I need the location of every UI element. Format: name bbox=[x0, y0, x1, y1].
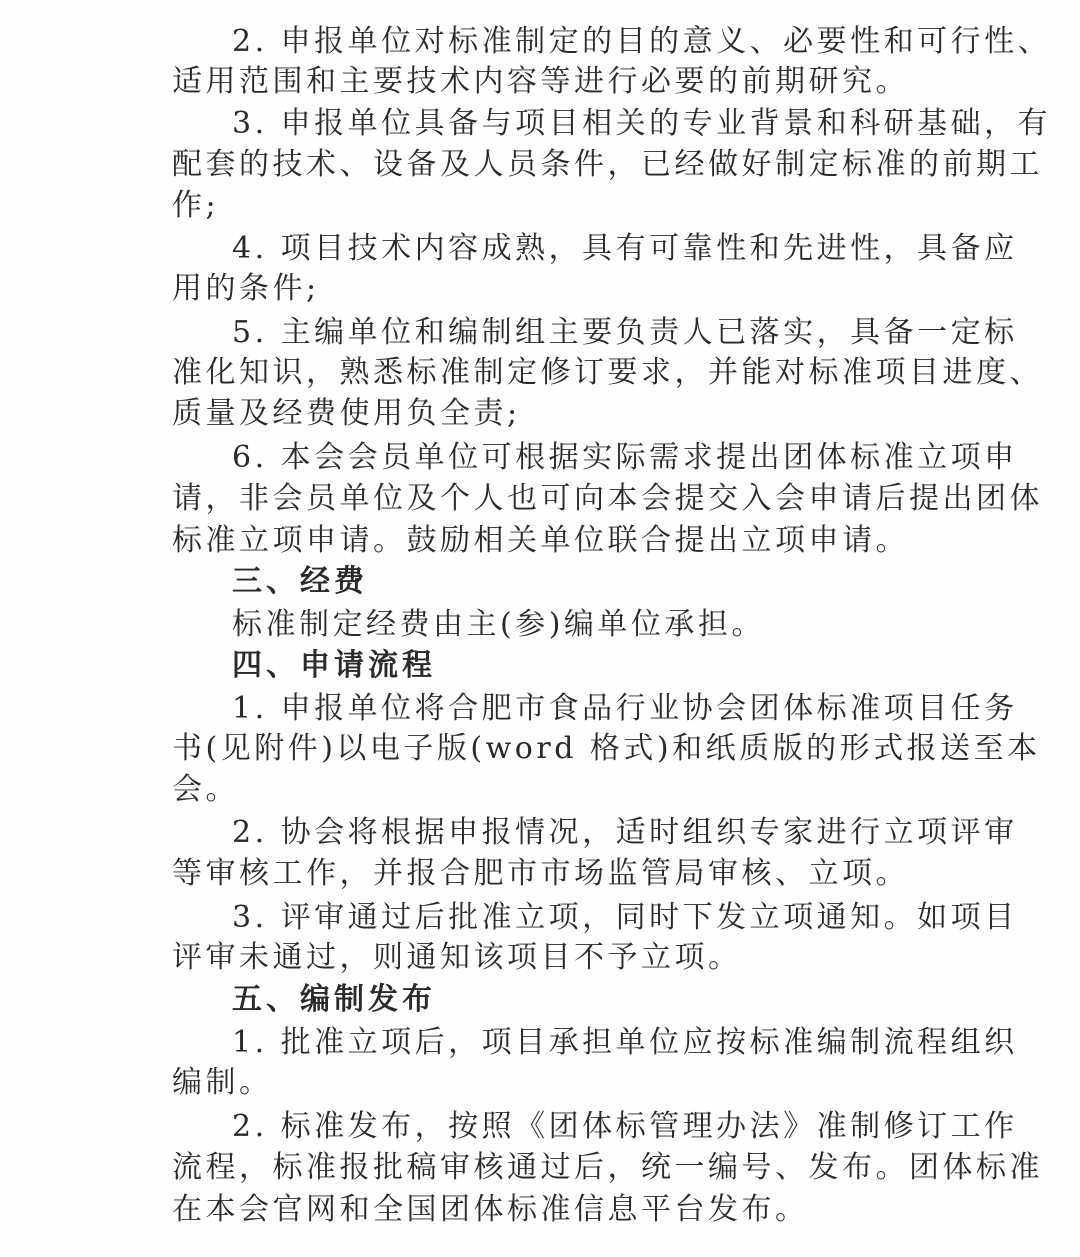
paragraph-line: 1. 批准立项后，项目承担单位应按标准编制流程组织 bbox=[232, 1025, 1018, 1060]
paragraph-line: 在本会官网和全国团体标准信息平台发布。 bbox=[172, 1192, 809, 1227]
paragraph-line: 2. 申报单位对标准制定的目的意义、必要性和可行性、 bbox=[232, 24, 1052, 59]
paragraph-line: 等审核工作，并报合肥市市场监管局审核、立项。 bbox=[172, 856, 909, 891]
paragraph-line: 书(见附件)以电子版(word 格式)和纸质版的形式报送至本 bbox=[172, 731, 1041, 766]
paragraph-line: 标准制定经费由主(参)编单位承担。 bbox=[232, 607, 765, 642]
paragraph-line: 流程，标准报批稿审核通过后，统一编号、发布。团体标准 bbox=[172, 1150, 1043, 1185]
paragraph-line: 配套的技术、设备及人员条件，已经做好制定标准的前期工 bbox=[172, 147, 1043, 182]
paragraph-line: 用的条件; bbox=[172, 271, 320, 306]
paragraph-line: 会。 bbox=[172, 772, 239, 807]
paragraph-line: 2. 标准发布，按照《团体标管理办法》准制修订工作 bbox=[232, 1109, 1018, 1144]
paragraph-line: 请，非会员单位及个人也可向本会提交入会申请后提出团体 bbox=[172, 481, 1043, 516]
paragraph-line: 评审未通过，则通知该项目不予立项。 bbox=[172, 940, 742, 975]
paragraph-line: 1. 申报单位将合肥市食品行业协会团体标准项目任务 bbox=[232, 691, 1018, 726]
section-heading-application-process: 四、申请流程 bbox=[232, 648, 436, 683]
paragraph-line: 作; bbox=[172, 188, 220, 223]
paragraph-line: 3. 评审通过后批准立项，同时下发立项通知。如项目 bbox=[232, 900, 1018, 935]
paragraph-line: 准化知识，熟悉标准制定修订要求，并能对标准项目进度、 bbox=[172, 355, 1043, 390]
paragraph-line: 4. 项目技术内容成熟，具有可靠性和先进性，具备应 bbox=[232, 231, 1018, 266]
paragraph-line: 5. 主编单位和编制组主要负责人已落实，具备一定标 bbox=[232, 315, 1018, 350]
paragraph-line: 标准立项申请。鼓励相关单位联合提出立项申请。 bbox=[172, 523, 909, 558]
paragraph-line: 适用范围和主要技术内容等进行必要的前期研究。 bbox=[172, 64, 909, 99]
paragraph-line: 3. 申报单位具备与项目相关的专业背景和科研基础，有 bbox=[232, 106, 1052, 141]
paragraph-line: 质量及经费使用负全责; bbox=[172, 396, 521, 431]
paragraph-line: 编制。 bbox=[172, 1065, 273, 1100]
paragraph-line: 6. 本会会员单位可根据实际需求提出团体标准立项申 bbox=[232, 440, 1018, 475]
section-heading-drafting-publishing: 五、编制发布 bbox=[232, 982, 436, 1017]
section-heading-funding: 三、经费 bbox=[232, 564, 368, 599]
paragraph-line: 2. 协会将根据申报情况，适时组织专家进行立项评审 bbox=[232, 815, 1018, 850]
